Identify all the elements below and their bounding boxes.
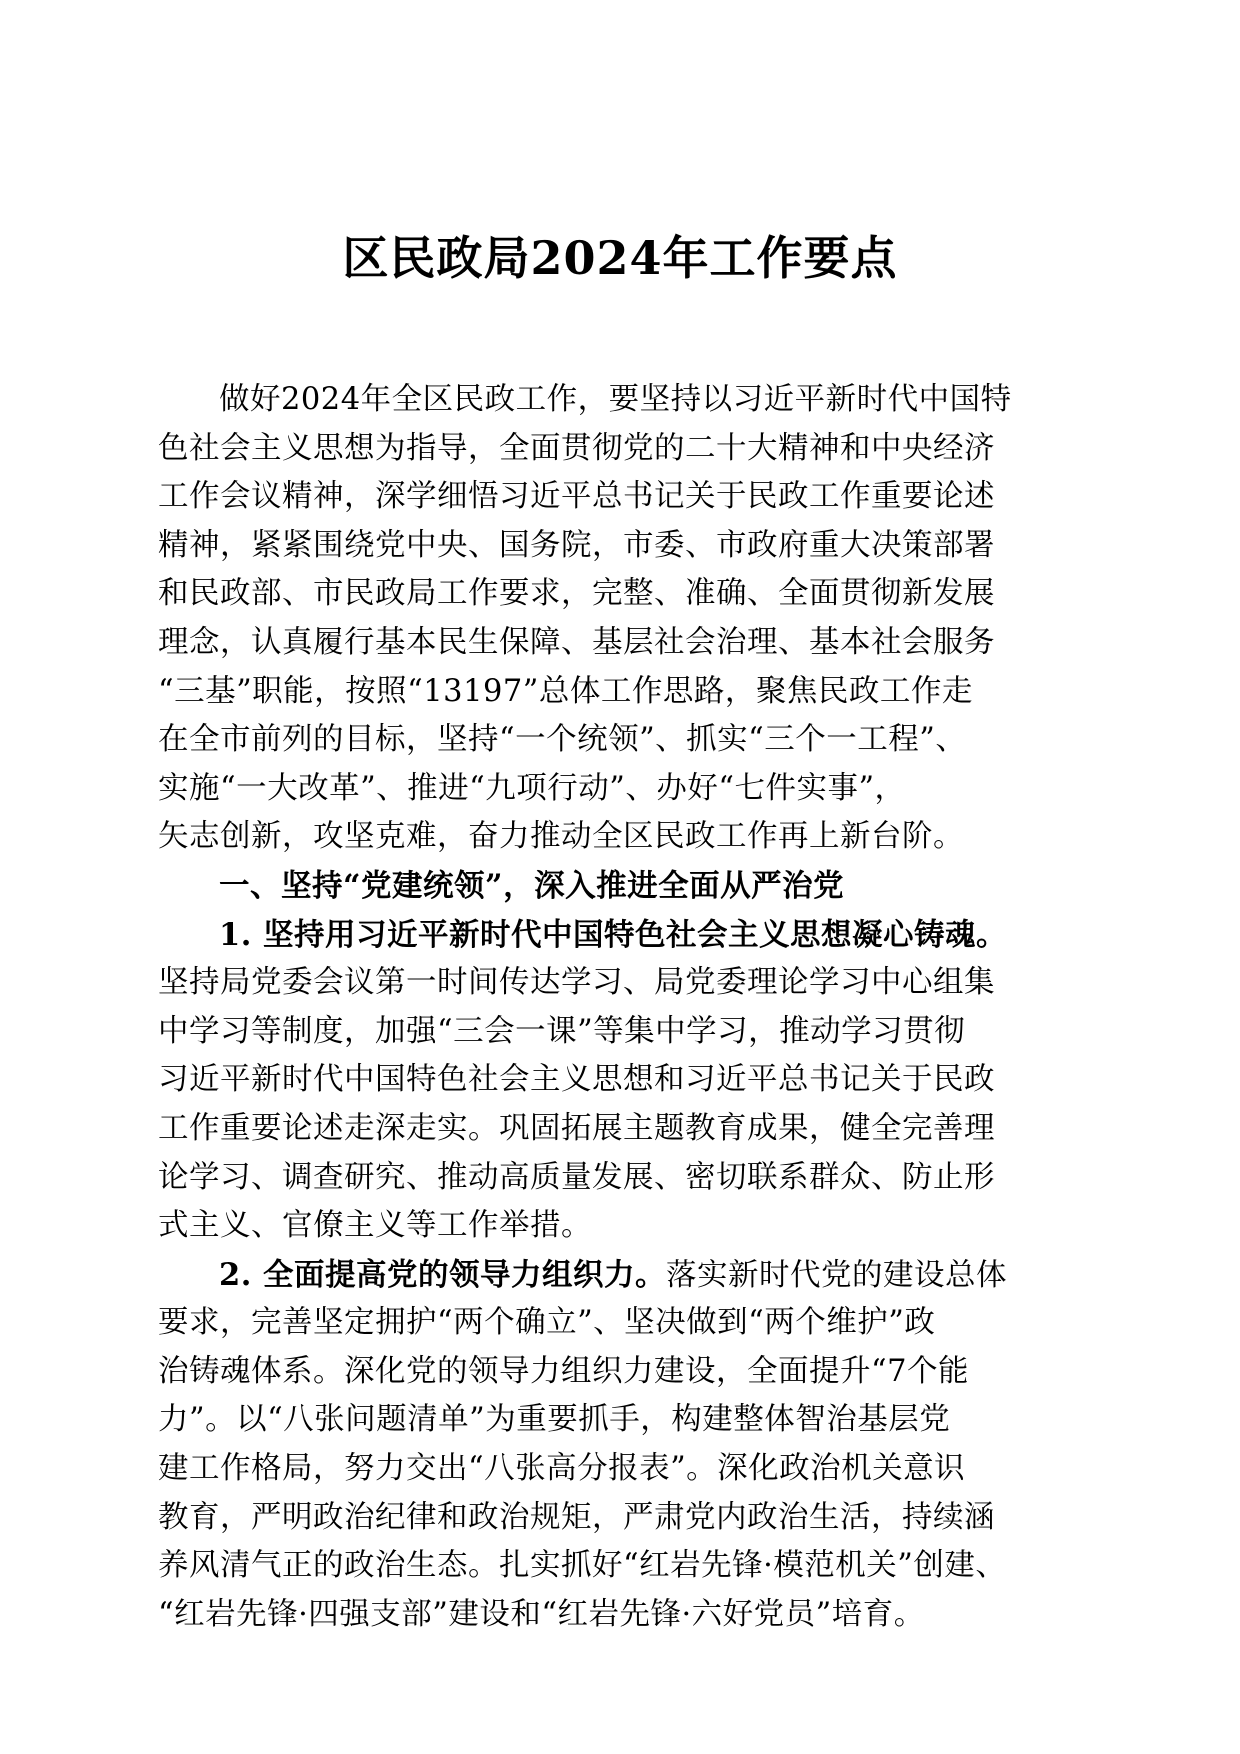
intro-line: “三基”职能，按照“13197”总体工作思路，聚焦民政工作走 [158, 673, 973, 709]
item-line: 式主义、官僚主义等工作举措。 [158, 1208, 592, 1244]
intro-line: 实施“一大改革”、推进“九项行动”、办好“七件实事”， [158, 770, 906, 806]
intro-line: 色社会主义思想为指导，全面贯彻党的二十大精神和中央经济 [158, 430, 995, 466]
intro-line: 工作会议精神，深学细悟习近平总书记关于民政工作重要论述 [158, 479, 995, 515]
item-lead-rest: 落实新时代党的建设总体 [665, 1257, 1007, 1293]
item-line: 工作重要论述走深走实。巩固拓展主题教育成果，健全完善理 [158, 1110, 995, 1146]
item-line: 教育，严明政治纪律和政治规矩，严肃党内政治生活，持续涵 [158, 1499, 995, 1535]
item-line: 养风清气正的政治生态。扎实抓好“红岩先锋·模范机关”创建、 [158, 1548, 1007, 1584]
item-line: 中学习等制度，加强“三会一课”等集中学习，推动学习贯彻 [158, 1013, 966, 1049]
section-heading: 一、坚持“党建统领”，深入推进全面从严治党 [219, 867, 845, 904]
item-line: 坚持局党委会议第一时间传达学习、局党委理论学习中心组集 [158, 965, 995, 1001]
intro-line: 理念，认真履行基本民生保障、基层社会治理、基本社会服务 [158, 624, 995, 660]
item-line: 建工作格局，努力交出“八张高分报表”。深化政治机关意识 [158, 1451, 966, 1487]
item-line: 力”。以“八张问题清单”为重要抓手，构建整体智治基层党 [158, 1402, 951, 1438]
intro-line: 矢志创新，攻坚克难，奋力推动全区民政工作再上新台阶。 [158, 819, 964, 855]
item-lead-line [158, 1251, 1082, 1300]
intro-line: 和民政部、市民政局工作要求，完整、准确、全面贯彻新发展 [158, 576, 995, 612]
item-line: 要求，完善坚定拥护“两个确立”、坚决做到“两个维护”政 [158, 1305, 936, 1341]
intro-line: 做好2024年全区民政工作，要坚持以习近平新时代中国特 [219, 382, 1012, 417]
item-line: 治铸魂体系。深化党的领导力组织力建设，全面提升“7个能 [158, 1353, 969, 1389]
document-title: 区民政局2024年工作要点 [342, 231, 898, 285]
intro-line: 精神，紧紧围绕党中央、国务院，市委、市政府重大决策部署 [158, 527, 995, 563]
item-lead: 2. 全面提高党的领导力组织力。 [219, 1256, 666, 1293]
document-body [158, 376, 1082, 1639]
intro-line: 在全市前列的目标，坚持“一个统领”、抓实“三个一工程”、 [158, 722, 967, 758]
item-line: 论学习、调查研究、推动高质量发展、密切联系群众、防止形 [158, 1159, 995, 1195]
item-lead: 1. 坚持用习近平新时代中国特色社会主义思想凝心铸魂。 [219, 916, 1007, 953]
item-line: 习近平新时代中国特色社会主义思想和习近平总书记关于民政 [158, 1062, 995, 1098]
item-line: “红岩先锋·四强支部”建设和“红岩先锋·六好党员”培育。 [158, 1596, 925, 1632]
